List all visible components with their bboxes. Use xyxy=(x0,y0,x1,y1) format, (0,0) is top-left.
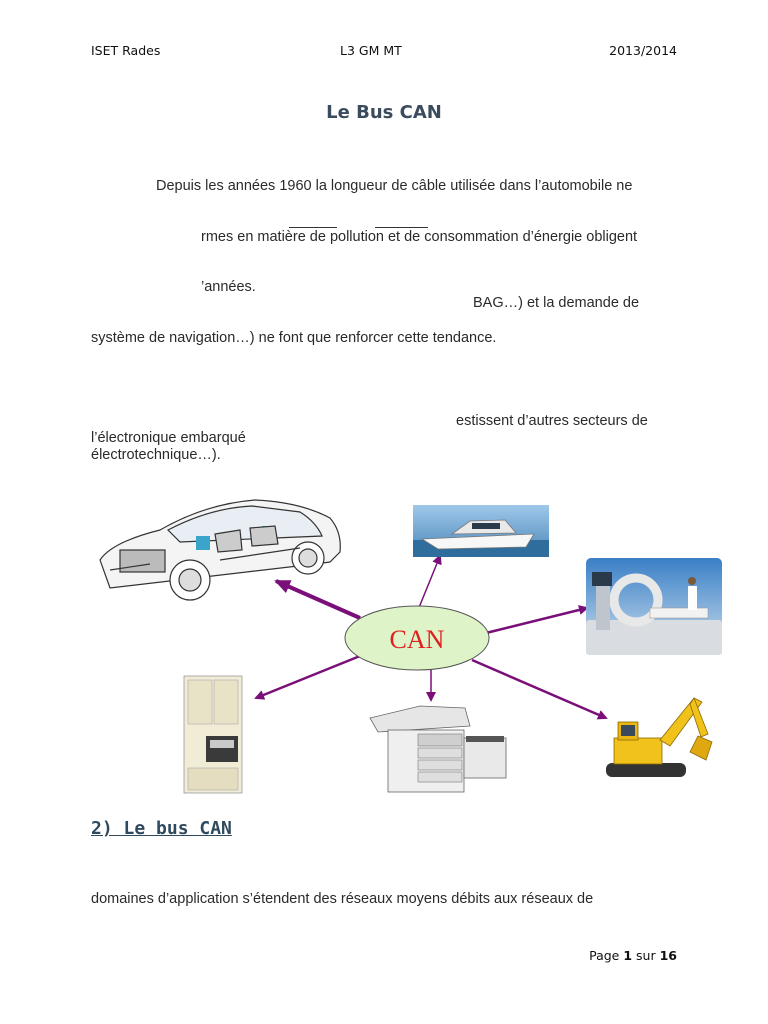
paragraph-line-7: l’électronique embarqué xyxy=(91,430,246,446)
photocopier-image xyxy=(370,706,506,792)
industrial-machine-image xyxy=(184,676,242,793)
section-line-1: domaines d’application s’étendent des réseaux moyens débits aux réseaux de xyxy=(91,891,594,907)
arrow-to-excavator xyxy=(472,660,606,718)
car-image xyxy=(100,500,340,600)
section-heading: 2) Le bus CAN xyxy=(91,818,232,839)
excavator-image xyxy=(606,698,712,777)
page-title: Le Bus CAN xyxy=(326,102,442,123)
header-center: L3 GM MT xyxy=(340,43,402,58)
arrow-to-scanner xyxy=(486,608,587,633)
footer-page-label: Page xyxy=(589,948,620,963)
footer-page-number: 1 xyxy=(623,948,633,963)
header-left: ISET Rades xyxy=(91,43,161,58)
paragraph-line-6: estissent d’autres secteurs de xyxy=(456,413,648,429)
arrow-to-machine xyxy=(256,656,360,698)
can-diagram xyxy=(0,490,768,810)
header-right: 2013/2014 xyxy=(609,43,677,58)
paragraph-line-4: BAG…) et la demande de xyxy=(473,295,640,311)
underline-mark xyxy=(375,227,428,228)
paragraph-line-8: électrotechnique…). xyxy=(91,447,221,463)
can-label: CAN xyxy=(389,625,445,654)
paragraph-line-1: Depuis les années 1960 la longueur de câble utilisée dans l’automobile ne xyxy=(156,178,633,194)
footer-total-pages: 16 xyxy=(659,948,677,963)
footer-sur: sur xyxy=(636,948,656,963)
arrow-to-boat xyxy=(418,556,440,610)
underline-mark xyxy=(289,227,337,228)
page-footer xyxy=(589,948,677,963)
medical-scanner-image xyxy=(586,558,722,655)
boat-image xyxy=(413,505,549,557)
paragraph-line-5: système de navigation…) ne font que renforcer cette tendance. xyxy=(91,330,497,346)
arrow-to-car xyxy=(276,581,360,618)
paragraph-line-3: ’années. xyxy=(201,279,256,295)
paragraph-line-2: rmes en matière de pollution et de consommation d’énergie obligent xyxy=(201,229,638,245)
